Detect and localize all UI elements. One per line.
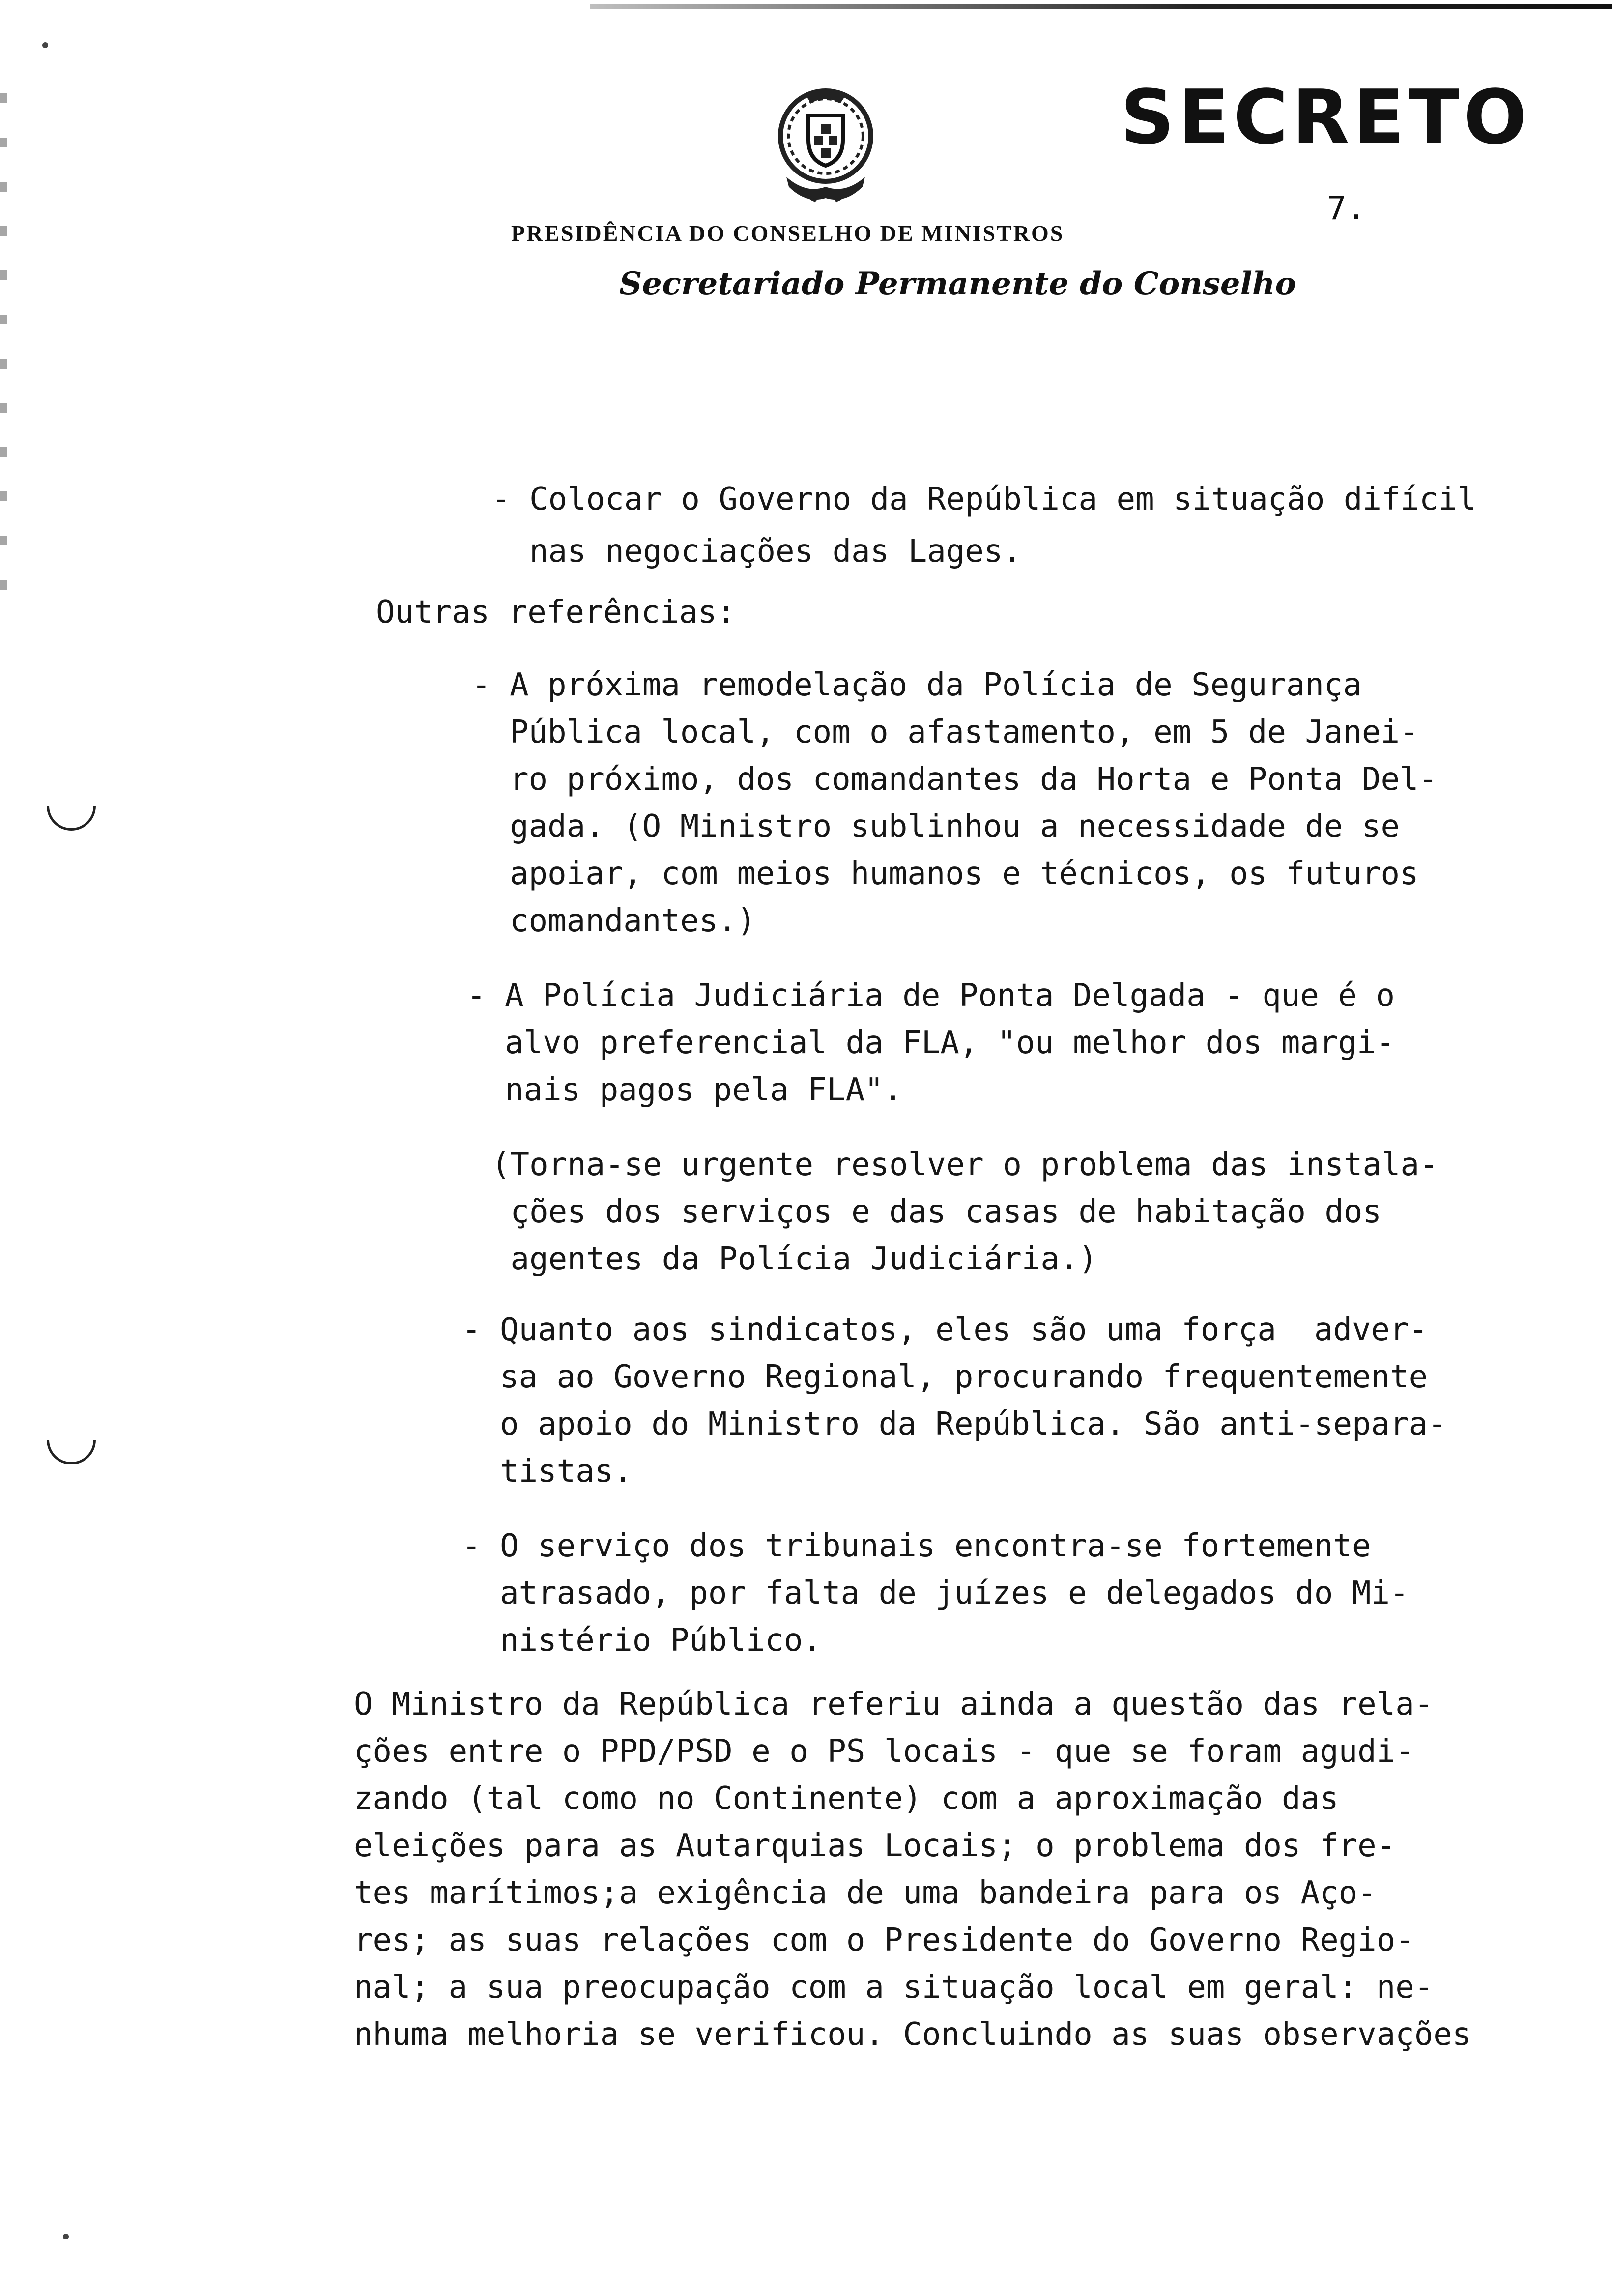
body-line: - O serviço dos tribunais encontra-se fortemente (462, 1528, 1371, 1564)
body-line: comandantes.) (472, 903, 756, 939)
body-line: res; as suas relações com o Presidente do Governo Regio- (354, 1922, 1414, 1958)
paper-speck (63, 2234, 69, 2239)
body-line: atrasado, por falta de juízes e delegados do Mi- (462, 1575, 1409, 1611)
institution-heading: PRESIDÊNCIA DO CONSELHO DE MINISTROS (511, 221, 1065, 246)
margin-pencil-mark (47, 1440, 96, 1464)
body-line: - A Polícia Judiciária de Ponta Delgada - que é o (467, 977, 1395, 1014)
body-line: eleições para as Autarquias Locais; o problema dos fre- (354, 1828, 1396, 1864)
body-line: - Colocar o Governo da República em situação difícil (491, 481, 1476, 517)
body-line: nhuma melhoria se verificou. Concluindo as suas observações (354, 2016, 1471, 2053)
body-line: nistério Público. (462, 1622, 822, 1659)
body-line: nais pagos pela FLA". (467, 1072, 903, 1108)
margin-pencil-mark (47, 806, 96, 831)
body-line: ções dos serviços e das casas de habitação dos (491, 1194, 1382, 1230)
body-line: zando (tal como no Continente) com a aproximação das (354, 1780, 1339, 1817)
body-line: ções entre o PPD/PSD e o PS locais - que se foram agudi- (354, 1733, 1414, 1770)
secretariat-subheading: Secretariado Permanente do Conselho (619, 265, 1296, 302)
body-line: - Quanto aos sindicatos, eles são uma força adver- (462, 1312, 1428, 1348)
body-line: nas negociações das Lages. (491, 533, 1022, 570)
body-line: nal; a sua preocupação com a situação local em geral: ne- (354, 1969, 1434, 2006)
classification-stamp: SECRETO (1121, 74, 1531, 161)
body-line: alvo preferencial da FLA, "ou melhor dos margi- (467, 1025, 1395, 1061)
body-line: tistas. (462, 1453, 633, 1490)
paper-speck (42, 42, 48, 48)
body-line: gada. (O Ministro sublinhou a necessidade de se (472, 808, 1400, 845)
body-line: tes marítimos;a exigência de uma bandeira para os Aço- (354, 1875, 1377, 1911)
left-edge-punch-marks (0, 74, 7, 614)
body-line: Pública local, com o afastamento, em 5 de Janei- (472, 714, 1419, 750)
portuguese-coat-of-arms-icon (767, 81, 885, 209)
body-line: Outras referências: (376, 594, 736, 631)
body-line: ro próximo, dos comandantes da Horta e Ponta Del- (472, 761, 1438, 798)
top-edge-shadow (590, 4, 1612, 9)
body-line: sa ao Governo Regional, procurando frequentemente (462, 1359, 1428, 1395)
body-line: O Ministro da República referiu ainda a questão das rela- (354, 1686, 1434, 1722)
body-line: apoiar, com meios humanos e técnicos, os futuros (472, 856, 1419, 892)
body-line: o apoio do Ministro da República. São anti-separa- (462, 1406, 1447, 1442)
body-line: - A próxima remodelação da Polícia de Segurança (472, 667, 1362, 703)
body-line: (Torna-se urgente resolver o problema das instala- (491, 1147, 1439, 1183)
body-line: agentes da Polícia Judiciária.) (491, 1241, 1097, 1277)
page-number: 7. (1327, 189, 1366, 227)
